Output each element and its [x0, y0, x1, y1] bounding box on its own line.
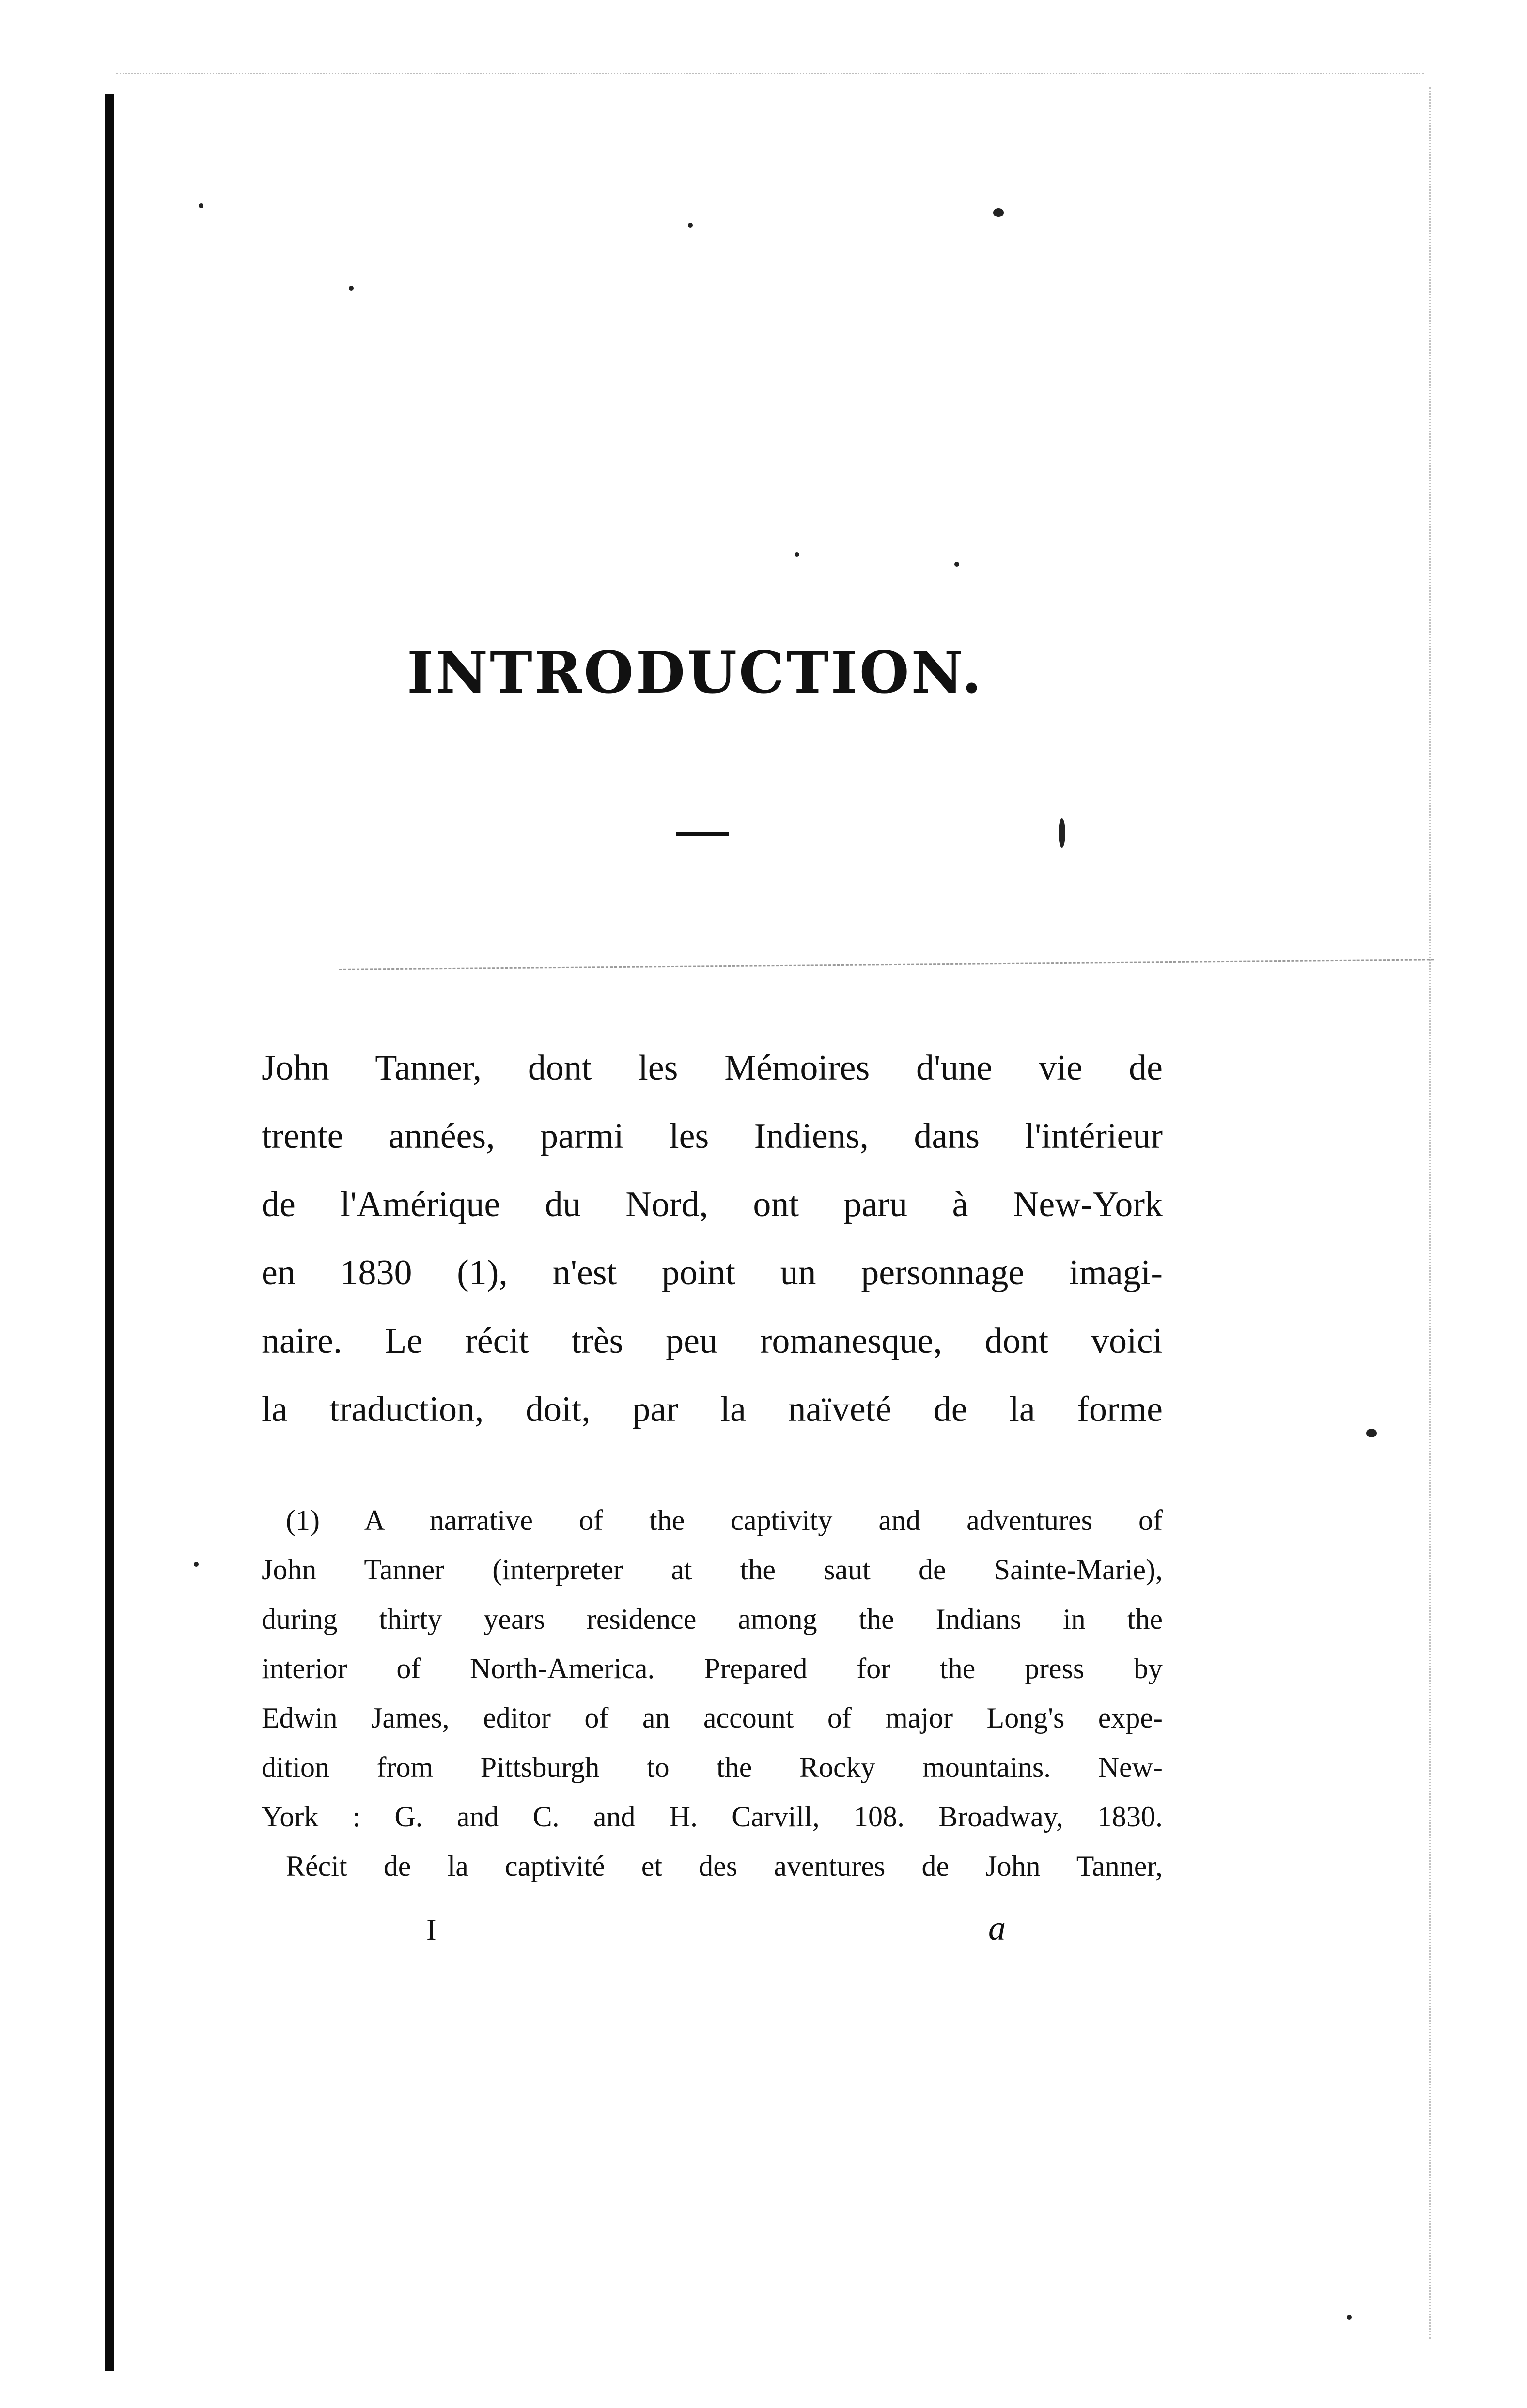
scan-speck — [688, 223, 693, 228]
scan-speck — [795, 552, 799, 557]
scan-speck — [1347, 2315, 1352, 2320]
scan-speck — [349, 286, 354, 291]
body-line: en 1830 (1), n'est point un personnage imagi- — [262, 1253, 1163, 1293]
body-line: la traduction, doit, par la naïveté de la forme — [262, 1389, 1163, 1429]
signature-mark: I — [426, 1914, 436, 1946]
body-line: naire. Le récit très peu romanesque, dont voici — [262, 1321, 1163, 1361]
scan-top-edge — [116, 73, 1424, 74]
body-line: de l'Amérique du Nord, ont paru à New-York — [262, 1185, 1163, 1224]
footnote-line: interior of North-America. Prepared for the press by — [262, 1652, 1163, 1684]
fold-line — [339, 959, 1434, 970]
scan-speck — [199, 203, 203, 208]
body-paragraph — [262, 1034, 1163, 1444]
footnote-line: (1) A narrative of the captivity and adventures of — [286, 1504, 1163, 1536]
title-rule — [676, 832, 729, 836]
footnote-line: York : G. and C. and H. Carvill, 108. Broadway, 1830. — [262, 1801, 1163, 1833]
footnote-line: Récit de la captivité et des aventures de John Tanner, — [286, 1850, 1163, 1882]
footnote-line: John Tanner (interpreter at the saut de Sainte-Marie), — [262, 1554, 1163, 1586]
body-line: trente années, parmi les Indiens, dans l'intérieur — [262, 1116, 1163, 1156]
scan-speck — [993, 208, 1004, 217]
page-title: INTRODUCTION. — [407, 639, 984, 706]
scan-speck — [954, 562, 959, 567]
body-line: John Tanner, dont les Mémoires d'une vie de — [262, 1048, 1163, 1088]
footnote — [262, 1496, 1163, 1891]
scan-speck — [1059, 818, 1065, 848]
scan-speck — [1366, 1429, 1377, 1437]
signature-letter: a — [988, 1909, 1006, 1947]
scan-speck — [194, 1562, 199, 1567]
scan-right-edge — [1429, 87, 1431, 2339]
binding-edge — [105, 94, 114, 2371]
footnote-line: during thirty years residence among the Indians in the — [262, 1603, 1163, 1635]
footnote-line: Edwin James, editor of an account of major Long's expe- — [262, 1702, 1163, 1734]
footnote-line: dition from Pittsburgh to the Rocky mountains. New- — [262, 1751, 1163, 1783]
